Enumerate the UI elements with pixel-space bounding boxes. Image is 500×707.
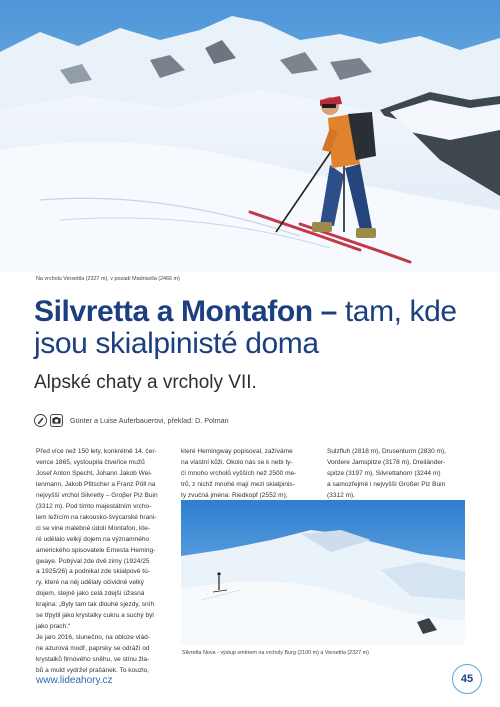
- text-line: na vlastní kůži. Okolo nás se k nebi ty-: [181, 458, 293, 466]
- text-line: krajina: „Byly tam tak dlouhé sjezdy, sníh: [36, 601, 155, 609]
- text-line: Sulzfluh (2818 m), Drusenturm (2830 m),: [327, 448, 446, 455]
- footer-url[interactable]: www.lideahory.cz: [36, 675, 113, 686]
- page-number: 45: [452, 664, 482, 694]
- text-line: lem ležícím na rakousko-švýcarské hrani-: [36, 513, 157, 521]
- text-line: spitze (3197 m), Silvrettahorn (3244 m): [327, 469, 441, 477]
- text-line: ne azurová modř, paprsky se odráží od: [36, 645, 150, 653]
- text-line: vence 1865, vystoupila čtveřice mužů: [36, 458, 145, 466]
- text-line: Před více než 150 lety, konkrétně 14. čer-: [36, 448, 157, 455]
- article-title-part2: tam, kde jsou skialpinisté doma: [34, 295, 457, 360]
- text-line: čí mnoho vrcholů vyšších než 2500 me-: [181, 469, 297, 477]
- text-line: amerického spisovatele Ernesta Heming-: [36, 546, 156, 554]
- article-subtitle: Alpské chaty a vrcholy VII.: [34, 372, 257, 393]
- text-line: (3312 m).: [327, 491, 356, 499]
- text-line: nejvyšší vrchol Silvretty – Groβer Piz Buin: [36, 491, 158, 499]
- hero-photo: [0, 0, 500, 272]
- body-column-1: [36, 447, 169, 677]
- text-line: trů, z nichž mnohé mají mezi skialpinis-: [181, 480, 295, 488]
- text-line: dojem, stejně jako celá zdejší úžasná: [36, 590, 145, 598]
- text-line: se třpytil jako krystalky cukru a suchý byl: [36, 612, 154, 620]
- text-line: a samozřejmě i nejvyšší Großer Piz Buin: [327, 480, 446, 488]
- inline-photo-caption: Silvretta Nova - výstup směrem na vrcholy Burg (2100 m) a Versettla (2327 m): [182, 650, 369, 656]
- hero-caption: Na vrcholu Versettla (2327 m), v pozadí Madrisella (2466 m): [36, 276, 180, 282]
- text-line: Josef Anton Specht, Johann Jakob Wei-: [36, 469, 152, 477]
- text-line: které Hemingway popisoval, zažíváme: [181, 448, 293, 455]
- text-line: ty zvučná jména: Riedkopf (2552 m),: [181, 491, 288, 499]
- text-line: (3312 m). Pod tímto majestátním vrcho-: [36, 502, 152, 510]
- text-line: bů a muld vydržel prašánek. To kouzlo,: [36, 667, 150, 675]
- body-column-3: [327, 447, 463, 502]
- article-title: [34, 296, 474, 360]
- text-line: ré udělalo velký dojem na významného: [36, 535, 150, 543]
- text-line: jako prach.“: [36, 623, 71, 631]
- byline: [34, 412, 229, 428]
- text-line: Vordere Jamspitze (3178 m), Dreiländer-: [327, 458, 446, 466]
- text-line: gwaye. Pobýval zde dvě zimy (1924/25: [36, 557, 150, 565]
- byline-text: Günter a Luise Auferbauerovi, překlad: D. Polman: [70, 415, 229, 425]
- article-title-part1: Silvretta a Montafon –: [34, 295, 337, 328]
- body-column-2: [181, 447, 315, 502]
- inline-photo: [181, 500, 465, 645]
- text-line: ci se vine malebné údolí Montafon, kte-: [36, 524, 150, 532]
- text-line: krystalků firnového sněhu, ve stínu žla-: [36, 656, 150, 664]
- text-line: ry, které na něj udělaly očividně velký: [36, 579, 144, 587]
- text-line: lenmann, Jakob Pfitscher a Franz Pöll na: [36, 480, 156, 488]
- pen-icon: [34, 414, 47, 427]
- text-line: a 1925/26) a podnikal zde skialpové tú-: [36, 568, 150, 576]
- camera-icon: [50, 414, 63, 427]
- text-line: Je jaro 2016, slunečno, na obloze vlád-: [36, 634, 150, 642]
